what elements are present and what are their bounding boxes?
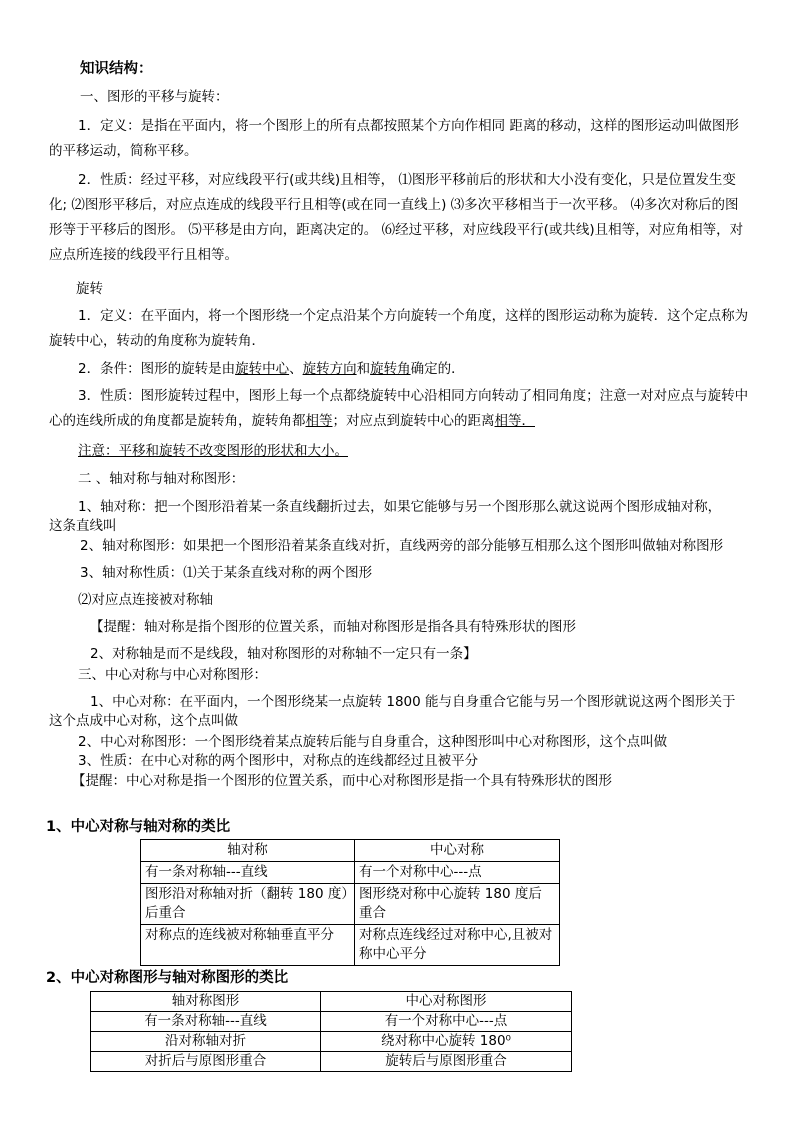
translation-properties [49, 168, 749, 268]
axis-symmetry-item3b: ⑵对应点连接被对称轴 [78, 592, 213, 608]
symmetric-figure-comparison-table [90, 991, 572, 1072]
text: 和 [356, 361, 371, 377]
table-cell: 对称点连线经过对称中心,且被对称中心平分 [355, 925, 560, 966]
table-row [91, 1012, 572, 1032]
table-row [141, 925, 560, 966]
table-header-cell: 中心对称 [355, 840, 560, 862]
label: 2．条件： [78, 361, 141, 377]
section1-heading: 一、图形的平移与旋转： [80, 89, 229, 105]
table-row [91, 1032, 572, 1052]
text: 确定的． [410, 361, 465, 377]
axis-symmetry-item2: 2、轴对称图形：如果把一个图形沿着某条直线对折，直线两旁的部分能够互相那么这个图形叫做轴对称图形 [80, 538, 724, 554]
central-symmetry-item2: 2、中心对称图形：一个图形绕着某点旋转后能与自身重合，这种图形叫中心对称图形，这个点叫做 [78, 734, 668, 750]
central-symmetry-remind: 【提醒：中心对称是指一个图形的位置关系，而中心对称图形是指一个具有特殊形状的图形 [72, 773, 612, 789]
rotation-definition [49, 304, 749, 354]
underlined-term: 旋转角 [370, 361, 411, 377]
table-cell: 绕对称中心旋转 180⁰ [321, 1032, 572, 1052]
label: 1．定义： [78, 118, 141, 134]
central-symmetry-item3: 3、性质：在中心对称的两个图形中，对称点的连线都经过且被平分 [78, 753, 479, 769]
table-cell: 有一条对称轴---直线 [141, 862, 355, 884]
table-header-cell: 中心对称图形 [321, 992, 572, 1012]
rotation-condition [78, 360, 465, 378]
table-cell: 对称点的连线被对称轴垂直平分 [141, 925, 355, 966]
table-cell: 有一条对称轴---直线 [91, 1012, 321, 1032]
table1-heading: 1、中心对称与轴对称的类比 [46, 819, 231, 835]
symmetry-comparison-table [140, 839, 560, 966]
text: ；对应点到旋转中心的距离 [332, 413, 495, 429]
table-header-cell: 轴对称 [141, 840, 355, 862]
table-cell: 有一个对称中心---点 [321, 1012, 572, 1032]
table-cell: 沿对称轴对折 [91, 1032, 321, 1052]
translation-definition [49, 114, 749, 164]
text: 经过平移，对应线段平行(或共线)且相等， ⑴图形平移前后的形状和大小没有变化，只是位置发生变化; ⑵图形平移后，对应点连成的线段平行且相等(或在同一直线上) ⑶多次平移相当于一次平移。 ⑷多次对称后的图形等于平移后的图形。 ⑸平移是由方向，距离决定的。 ⑹经过平移，对应线段平行(或共线)且相等，对应角相等，对应点所连接的线段平行且相等。 [49, 172, 744, 263]
underlined-term: 旋转方向 [302, 361, 357, 377]
underlined-term: 相等 [305, 413, 333, 429]
table-header-cell: 轴对称图形 [91, 992, 321, 1012]
rotation-properties [49, 384, 749, 434]
table-row [141, 884, 560, 925]
label: 1．定义： [78, 308, 141, 324]
table-cell: 图形沿对称轴对折（翻转 180 度）后重合 [141, 884, 355, 925]
table-row [141, 862, 560, 884]
axis-symmetry-item1: 1、轴对称：把一个图形沿着某一条直线翻折过去，如果它能够与另一个图形那么就这说两个图形成轴对称， [78, 499, 722, 515]
table-cell: 对折后与原图形重合 [91, 1052, 321, 1072]
table-header-row [141, 840, 560, 862]
table-cell: 旋转后与原图形重合 [321, 1052, 572, 1072]
central-symmetry-item1-cont: 这个点成中心对称，这个点叫做 [49, 713, 238, 729]
label: 2．性质： [78, 172, 141, 188]
text: 、 [289, 361, 303, 377]
text: 图形旋转过程中，图形上每一个点都绕旋转中心沿相同方向转动了相同角度；注意一对对应点与旋转中心的连线所成的角度都是旋转角，旋转角都 [49, 388, 749, 429]
text: 在平面内，将一个图形绕一个定点沿某个方向旋转一个角度，这样的图形运动称为旋转．这个定点称为旋转中心，转动的角度称为旋转角． [49, 308, 749, 349]
axis-symmetry-remind2: 2、对称轴是而不是线段，轴对称图形的对称轴不一定只有一条】 [90, 646, 477, 662]
rotation-title: 旋转 [76, 281, 103, 297]
section2-heading: 二 、轴对称与轴对称图形： [78, 471, 245, 487]
label: 3．性质： [78, 388, 141, 404]
underlined-term: 旋转中心 [235, 361, 290, 377]
table-header-row [91, 992, 572, 1012]
table-cell: 有一个对称中心---点 [355, 862, 560, 884]
text: 图形的旋转是由 [140, 361, 236, 377]
table-row [91, 1052, 572, 1072]
axis-symmetry-item1-cont: 这条直线叫 [49, 518, 117, 534]
text: 是指在平面内，将一个图形上的所有点都按照某个方向作相同 距离的移动，这样的图形运动叫做图形的平移运动，简称平移。 [49, 118, 739, 159]
axis-symmetry-item3: 3、轴对称性质：⑴关于某条直线对称的两个图形 [80, 565, 373, 581]
document-title: 知识结构： [80, 61, 153, 77]
table2-heading: 2、中心对称图形与轴对称图形的类比 [46, 970, 289, 986]
note: 注意：平移和旋转不改变图形的形状和大小。 [78, 443, 348, 459]
axis-symmetry-remind1: 【提醒：轴对称是指个图形的位置关系，而轴对称图形是指各具有特殊形状的图形 [90, 619, 576, 635]
section3-heading: 三、中心对称与中心对称图形： [78, 667, 267, 683]
table-cell: 图形绕对称中心旋转 180 度后重合 [355, 884, 560, 925]
underlined-term: 相等． [494, 413, 535, 429]
central-symmetry-item1: 1、中心对称：在平面内，一个图形绕某一点旋转 1800 能与自身重合它能与另一个图形就说这两个图形关于 [90, 694, 736, 710]
